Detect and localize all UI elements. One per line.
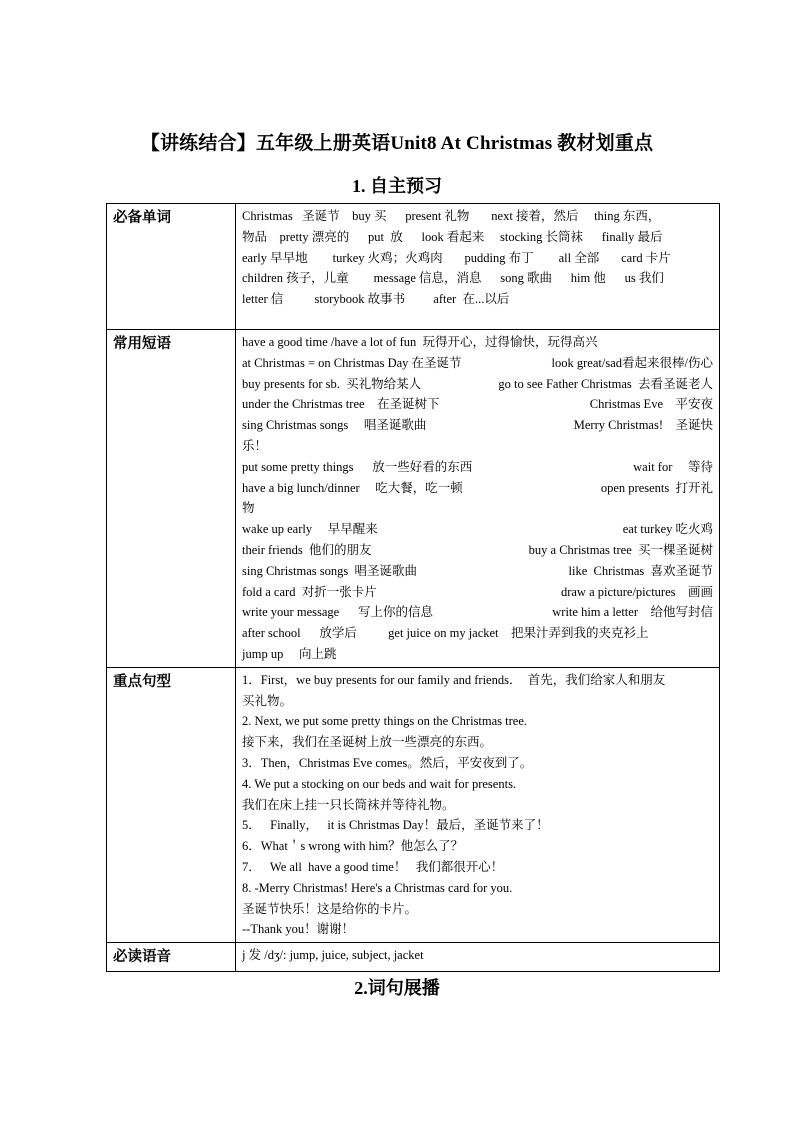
phrase-row [242,436,713,457]
sentence-line: 2. Next, we put some pretty things on the Christmas tree. [242,714,528,729]
table-row-phrases [107,330,720,668]
phrase-left: have a big lunch/dinner 吃大餐，吃一顿 [242,480,463,495]
sentence-line: 7． We all have a good time！ 我们都很开心！ [242,859,504,874]
vocab-line: Christmas 圣诞节 buy 买 present 礼物 next 接着，然后 thing 东西， [242,209,661,223]
row-label-sentences: 重点句型 [107,667,236,942]
key-points-table [106,203,720,972]
phrase-row [242,644,713,665]
vocab-line: children 孩子，儿童 message 信息，消息 song 歌曲 him 他 us 我们 [242,271,664,286]
phonics-content: j 发 /dʒ/: jump, juice, subject, jacket [236,943,720,972]
phrase-row [242,519,713,540]
phrase-row [242,540,713,561]
phrase-left: sing Christmas songs 唱圣诞歌曲 [242,418,427,433]
phrase-row [242,457,713,478]
phrase-left: wake up early 早早醒来 [242,522,378,537]
phrase-left: have a good time /have a lot of fun 玩得开心，过得愉快，玩得高兴 [242,335,598,349]
sentence-line: 8. -Merry Christmas! Here's a Christmas card for you. [242,880,513,895]
phrase-row [242,623,713,644]
phrase-row [242,353,713,374]
phrase-left: write your message 写上你的信息 [242,605,433,620]
row-label-phonics: 必读语音 [107,943,236,972]
table-row-sentences [107,667,720,942]
document-title: 【讲练结合】五年级上册英语Unit8 At Christmas 教材划重点 [140,133,654,154]
phrase-row [242,478,713,499]
phrase-row [242,498,713,519]
phrase-left: jump up 向上跳 [242,646,337,661]
sentence-line: --Thank you！谢谢！ [242,922,355,937]
phrase-right: go to see Father Christmas 去看圣诞老人 [498,376,713,391]
phrase-right: Christmas Eve 平安夜 [589,397,713,412]
phrase-right: Merry Christmas! 圣诞快 [573,418,713,433]
vocabulary-content [236,204,720,330]
sentence-line: 5． Finally， it is Christmas Day！最后，圣诞节来了！ [242,818,549,833]
phrase-left: after school 放学后 get juice on my jacket 把果汁弄到我的夹克衫上 [242,626,649,641]
phrase-left: buy presents for sb. 买礼物给某人 [242,376,422,391]
phrase-row [242,415,713,436]
table-row-phonics [107,943,720,972]
sentence-line: 我们在床上挂一只长筒袜并等待礼物。 [242,797,455,812]
sentence-line: 1．First，we buy presents for our family and friends． 首先，我们给家人和朋友 [242,672,666,687]
sentence-line: 4. We put a stocking on our beds and wait for presents. [242,776,517,791]
section-heading-preview: 1. 自主预习 [352,176,442,196]
sentence-line: 6．What＇s wrong with him？他怎么了？ [242,839,464,854]
phrase-right: look great/sad看起来很棒/伤心 [551,355,713,370]
phrase-right: open presents 打开礼 [600,480,713,495]
phrase-left: fold a card 对折一张卡片 [242,584,377,599]
sentence-line: 3．Then，Christmas Eve comes。然后，平安夜到了。 [242,755,533,770]
section-heading-showcase: 2.词句展播 [354,978,440,998]
phrase-row [242,332,713,353]
phrase-right: write him a letter 给他写封信 [552,605,713,620]
phrase-left: 乐！ [242,438,268,453]
phrase-row [242,394,713,415]
vocab-line: letter 信 storybook 故事书 after 在...以后 [242,292,510,307]
phrases-content [236,330,720,668]
phrase-right: eat turkey 吃火鸡 [622,522,713,537]
phrase-row [242,561,713,582]
phrase-left: under the Christmas tree 在圣诞树下 [242,397,440,412]
phrase-right: like Christmas 喜欢圣诞节 [568,563,713,578]
row-label-phrases: 常用短语 [107,330,236,668]
phrase-right: draw a picture/pictures 画画 [560,584,713,599]
phrase-row [242,602,713,623]
row-label-vocabulary: 必备单词 [107,204,236,330]
phrase-right: wait for 等待 [633,459,713,474]
sentences-content [236,667,720,942]
phrase-left: 物 [242,501,255,516]
vocab-line: early 早早地 turkey 火鸡；火鸡肉 pudding 布丁 all 全部 card 卡片 [242,250,671,265]
table-row-vocabulary [107,204,720,330]
sentence-line: 买礼物。 [242,693,293,708]
phrase-left: at Christmas = on Christmas Day 在圣诞节 [242,355,462,370]
phrase-right: buy a Christmas tree 买一棵圣诞树 [528,542,713,557]
phrase-row [242,374,713,395]
phrase-left: put some pretty things 放一些好看的东西 [242,459,473,474]
sentence-line: 接下来，我们在圣诞树上放一些漂亮的东西。 [242,735,493,750]
phrase-left: their friends 他们的朋友 [242,542,372,557]
phrase-row [242,582,713,603]
vocab-line: 物品 pretty 漂亮的 put 放 look 看起来 stocking 长筒袜 finally 最后 [242,229,663,244]
phrase-left: sing Christmas songs 唱圣诞歌曲 [242,563,418,578]
sentence-line: 圣诞节快乐！这是给你的卡片。 [242,901,418,916]
